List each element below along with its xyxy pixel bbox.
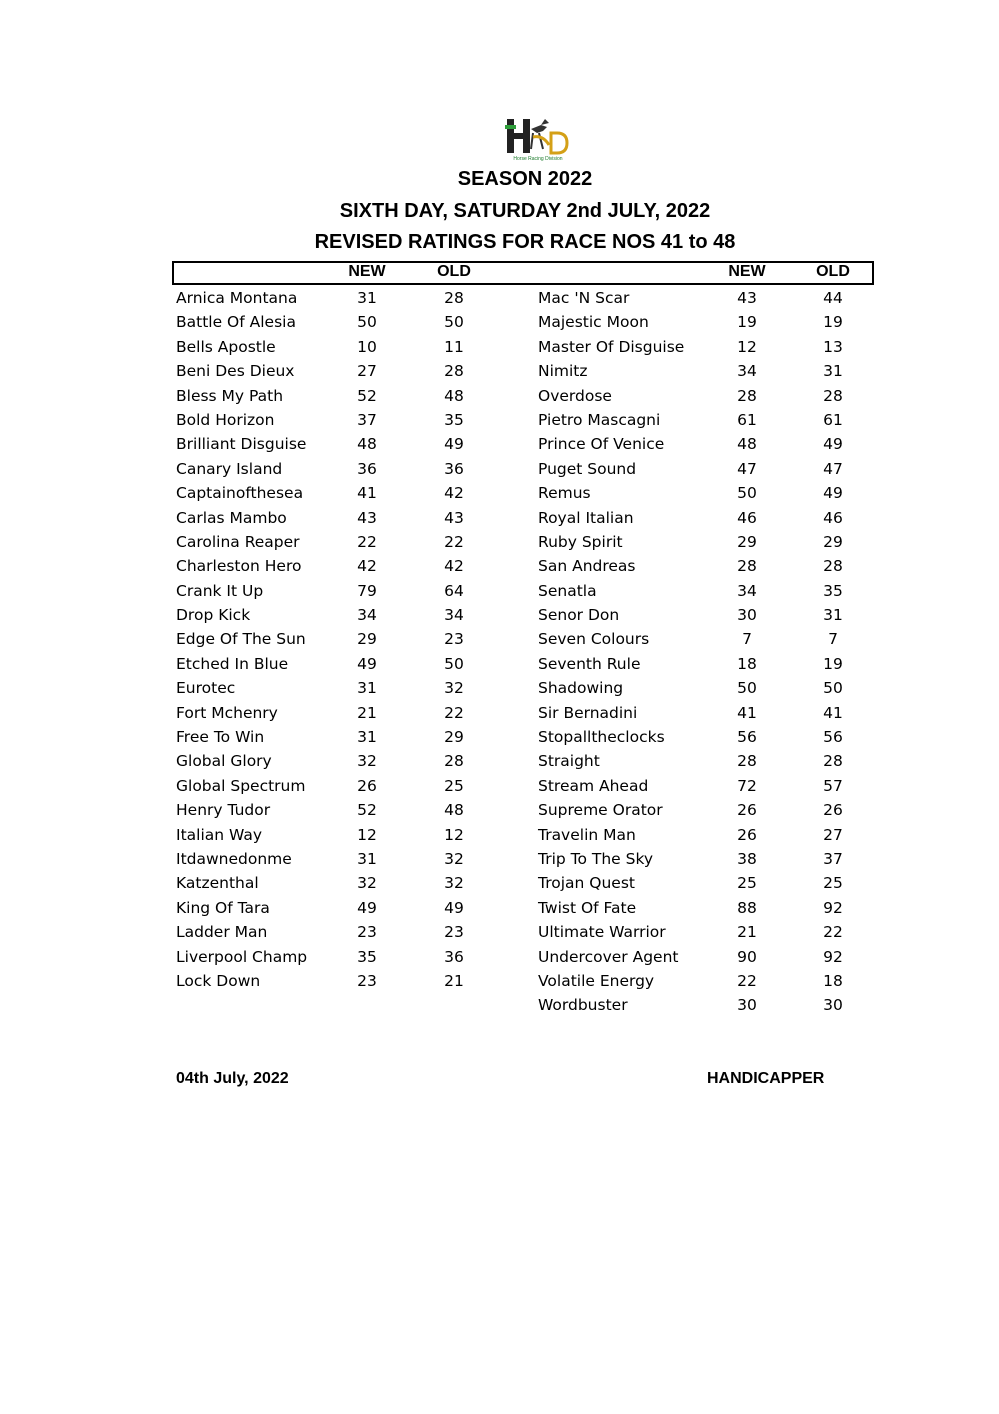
old-rating-right: 50 bbox=[823, 679, 843, 698]
horse-name-right: Twist Of Fate bbox=[538, 898, 637, 917]
old-rating-left: 21 bbox=[444, 971, 464, 990]
table-row bbox=[0, 531, 999, 555]
horse-name-right: Volatile Energy bbox=[538, 971, 655, 990]
new-rating-right: 88 bbox=[737, 898, 757, 917]
new-rating-left: 48 bbox=[357, 435, 377, 454]
horse-name-left: Free To Win bbox=[176, 728, 265, 747]
new-rating-right: 41 bbox=[737, 703, 757, 722]
table-row bbox=[0, 677, 999, 701]
old-rating-left: 32 bbox=[444, 679, 464, 698]
horse-name-left: Bells Apostle bbox=[176, 337, 276, 356]
new-rating-right: 7 bbox=[742, 630, 752, 649]
old-rating-left: 48 bbox=[444, 386, 464, 405]
new-rating-left: 32 bbox=[357, 874, 377, 893]
old-rating-left: 32 bbox=[444, 874, 464, 893]
horse-name-right: Trojan Quest bbox=[538, 874, 635, 893]
old-rating-left: 28 bbox=[444, 289, 464, 307]
table-row bbox=[0, 750, 999, 774]
horse-name-left: Fort Mchenry bbox=[176, 703, 278, 722]
horse-name-left: Italian Way bbox=[176, 825, 263, 844]
old-rating-left: 28 bbox=[444, 362, 464, 381]
horse-name-left: Eurotec bbox=[176, 679, 236, 698]
new-rating-right: 43 bbox=[737, 289, 757, 307]
new-rating-right: 21 bbox=[737, 923, 757, 942]
new-rating-right: 34 bbox=[737, 581, 757, 600]
new-rating-left: 49 bbox=[357, 654, 377, 673]
old-rating-left: 12 bbox=[444, 825, 464, 844]
new-rating-left: 10 bbox=[357, 337, 377, 356]
old-rating-left: 50 bbox=[444, 654, 464, 673]
horse-name-left: Beni Des Dieux bbox=[176, 362, 295, 381]
old-rating-right: 27 bbox=[823, 825, 843, 844]
old-rating-right: 61 bbox=[823, 410, 843, 429]
table-row bbox=[0, 604, 999, 628]
new-rating-right: 28 bbox=[737, 386, 757, 405]
horse-name-left: King Of Tara bbox=[176, 898, 270, 917]
table-row bbox=[0, 726, 999, 750]
new-rating-left: 29 bbox=[357, 630, 377, 649]
new-rating-right: 28 bbox=[737, 752, 757, 771]
new-rating-right: 34 bbox=[737, 362, 757, 381]
old-rating-right: 44 bbox=[823, 289, 843, 307]
horse-name-right: Sir Bernadini bbox=[538, 703, 638, 722]
old-rating-left: 49 bbox=[444, 898, 464, 917]
horse-name-left: Etched In Blue bbox=[176, 654, 289, 673]
day-heading: SIXTH DAY, SATURDAY 2nd JULY, 2022 bbox=[339, 200, 711, 222]
old-rating-right: 26 bbox=[823, 801, 843, 820]
title-heading: REVISED RATINGS FOR RACE NOS 41 to 48 bbox=[314, 231, 736, 253]
new-rating-right: 28 bbox=[737, 557, 757, 576]
old-rating-right: 13 bbox=[823, 337, 843, 356]
old-rating-right: 31 bbox=[823, 362, 843, 381]
old-rating-right: 30 bbox=[823, 996, 843, 1015]
old-rating-left: 36 bbox=[444, 459, 464, 478]
new-rating-left: 79 bbox=[357, 581, 377, 600]
new-rating-right: 25 bbox=[737, 874, 757, 893]
table-row bbox=[0, 458, 999, 482]
new-rating-left: 43 bbox=[357, 508, 377, 527]
horse-name-right: Seventh Rule bbox=[538, 654, 641, 673]
new-rating-right: 19 bbox=[737, 313, 757, 332]
horse-name-left: Henry Tudor bbox=[176, 801, 271, 820]
old-rating-right: 29 bbox=[823, 532, 843, 551]
new-rating-left: 52 bbox=[357, 801, 377, 820]
horse-name-right: Wordbuster bbox=[538, 996, 628, 1015]
table-row bbox=[0, 555, 999, 579]
old-rating-right: 46 bbox=[823, 508, 843, 527]
new-rating-left: 31 bbox=[357, 849, 377, 868]
old-rating-right: 7 bbox=[828, 630, 838, 649]
old-rating-right: 56 bbox=[823, 728, 843, 747]
horse-name-left: Edge Of The Sun bbox=[176, 630, 306, 649]
new-rating-left: 31 bbox=[357, 728, 377, 747]
footer-signatory: HANDICAPPER bbox=[707, 1070, 825, 1087]
table-row bbox=[0, 946, 999, 970]
old-rating-right: 31 bbox=[823, 606, 843, 625]
horse-name-left: Canary Island bbox=[176, 459, 283, 478]
old-rating-right: 28 bbox=[823, 557, 843, 576]
table-row bbox=[0, 994, 999, 1018]
horse-name-left: Bold Horizon bbox=[176, 410, 275, 429]
table-row bbox=[0, 507, 999, 531]
old-rating-left: 28 bbox=[444, 752, 464, 771]
table-row bbox=[0, 897, 999, 921]
horse-name-left: Global Spectrum bbox=[176, 776, 306, 795]
new-rating-left: 22 bbox=[357, 532, 377, 551]
horse-name-right: Ultimate Warrior bbox=[538, 923, 666, 942]
new-rating-right: 46 bbox=[737, 508, 757, 527]
table-row bbox=[0, 385, 999, 409]
old-rating-left: 50 bbox=[444, 313, 464, 332]
old-rating-right: 35 bbox=[823, 581, 843, 600]
old-rating-left: 29 bbox=[444, 728, 464, 747]
table-row bbox=[0, 336, 999, 360]
horse-name-right: Supreme Orator bbox=[538, 801, 663, 820]
horse-name-left: Crank It Up bbox=[176, 581, 264, 600]
new-rating-right: 90 bbox=[737, 947, 757, 966]
old-rating-left: 23 bbox=[444, 923, 464, 942]
new-rating-left: 35 bbox=[357, 947, 377, 966]
new-rating-right: 56 bbox=[737, 728, 757, 747]
horse-name-left: Charleston Hero bbox=[176, 557, 302, 576]
table-row bbox=[0, 287, 999, 311]
new-rating-right: 47 bbox=[737, 459, 757, 478]
horse-name-left: Drop Kick bbox=[176, 606, 251, 625]
horse-name-right: Nimitz bbox=[538, 362, 588, 381]
old-rating-right: 47 bbox=[823, 459, 843, 478]
table-row bbox=[0, 482, 999, 506]
horse-name-right: Remus bbox=[538, 484, 591, 503]
table-row bbox=[0, 824, 999, 848]
table-row bbox=[0, 360, 999, 384]
horse-name-right: Seven Colours bbox=[538, 630, 650, 649]
horse-name-right: Pietro Mascagni bbox=[538, 410, 661, 429]
horse-name-right: Straight bbox=[538, 752, 600, 771]
old-rating-right: 92 bbox=[823, 947, 843, 966]
new-rating-right: 22 bbox=[737, 971, 757, 990]
new-rating-right: 72 bbox=[737, 776, 757, 795]
old-rating-left: 42 bbox=[444, 557, 464, 576]
col-old-left: OLD bbox=[437, 263, 471, 280]
new-rating-right: 26 bbox=[737, 801, 757, 820]
old-rating-left: 49 bbox=[444, 435, 464, 454]
horse-name-right: Travelin Man bbox=[538, 825, 636, 844]
table-row bbox=[0, 433, 999, 457]
old-rating-right: 57 bbox=[823, 776, 843, 795]
horse-name-left: Global Glory bbox=[176, 752, 272, 771]
horse-name-right: Senor Don bbox=[538, 606, 620, 625]
old-rating-right: 18 bbox=[823, 971, 843, 990]
new-rating-left: 41 bbox=[357, 484, 377, 503]
new-rating-left: 36 bbox=[357, 459, 377, 478]
new-rating-left: 37 bbox=[357, 410, 377, 429]
horse-name-left: Battle Of Alesia bbox=[176, 313, 296, 332]
old-rating-left: 35 bbox=[444, 410, 464, 429]
new-rating-right: 18 bbox=[737, 654, 757, 673]
col-new-left: NEW bbox=[348, 263, 386, 280]
horse-name-right: Overdose bbox=[538, 386, 612, 405]
ratings-table bbox=[0, 287, 999, 1019]
new-rating-right: 48 bbox=[737, 435, 757, 454]
horse-name-right: Ruby Spirit bbox=[538, 532, 623, 551]
horse-name-right: Majestic Moon bbox=[538, 313, 649, 332]
horse-name-left: Brilliant Disguise bbox=[176, 435, 307, 454]
old-rating-right: 22 bbox=[823, 923, 843, 942]
horse-name-left: Liverpool Champ bbox=[176, 947, 308, 966]
horse-name-right: San Andreas bbox=[538, 557, 636, 576]
new-rating-left: 12 bbox=[357, 825, 377, 844]
horse-name-right: Master Of Disguise bbox=[538, 337, 685, 356]
horse-name-left: Captainofthesea bbox=[176, 484, 304, 503]
horse-name-right: Senatla bbox=[538, 581, 597, 600]
table-row bbox=[0, 580, 999, 604]
old-rating-right: 28 bbox=[823, 386, 843, 405]
old-rating-left: 34 bbox=[444, 606, 464, 625]
horse-name-right: Shadowing bbox=[538, 679, 624, 698]
old-rating-right: 49 bbox=[823, 484, 843, 503]
old-rating-left: 32 bbox=[444, 849, 464, 868]
new-rating-right: 30 bbox=[737, 606, 757, 625]
horse-name-left: Katzenthal bbox=[176, 874, 259, 893]
new-rating-right: 61 bbox=[737, 410, 757, 429]
horse-name-left: Carlas Mambo bbox=[176, 508, 287, 527]
col-old-right: OLD bbox=[816, 263, 850, 280]
new-rating-left: 31 bbox=[357, 679, 377, 698]
old-rating-left: 11 bbox=[444, 337, 464, 356]
table-row bbox=[0, 409, 999, 433]
new-rating-left: 50 bbox=[357, 313, 377, 332]
horse-name-right: Prince Of Venice bbox=[538, 435, 665, 454]
old-rating-left: 48 bbox=[444, 801, 464, 820]
new-rating-left: 27 bbox=[357, 362, 377, 381]
table-row bbox=[0, 653, 999, 677]
table-row bbox=[0, 311, 999, 335]
horse-name-right: Mac 'N Scar bbox=[538, 289, 630, 307]
horse-name-right: Stream Ahead bbox=[538, 776, 649, 795]
old-rating-right: 19 bbox=[823, 654, 843, 673]
table-row bbox=[0, 775, 999, 799]
old-rating-right: 28 bbox=[823, 752, 843, 771]
old-rating-right: 25 bbox=[823, 874, 843, 893]
horse-name-right: Undercover Agent bbox=[538, 947, 679, 966]
horse-name-right: Trip To The Sky bbox=[538, 849, 654, 868]
table-row bbox=[0, 872, 999, 896]
new-rating-left: 26 bbox=[357, 776, 377, 795]
horse-name-left: Itdawnedonme bbox=[176, 849, 292, 868]
col-new-right: NEW bbox=[728, 263, 766, 280]
table-row bbox=[0, 628, 999, 652]
table-row bbox=[0, 702, 999, 726]
old-rating-left: 23 bbox=[444, 630, 464, 649]
new-rating-left: 52 bbox=[357, 386, 377, 405]
new-rating-left: 31 bbox=[357, 289, 377, 307]
new-rating-left: 32 bbox=[357, 752, 377, 771]
new-rating-left: 42 bbox=[357, 557, 377, 576]
horse-name-right: Stopalltheclocks bbox=[538, 728, 665, 747]
old-rating-right: 37 bbox=[823, 849, 843, 868]
new-rating-right: 26 bbox=[737, 825, 757, 844]
new-rating-right: 38 bbox=[737, 849, 757, 868]
new-rating-right: 12 bbox=[737, 337, 757, 356]
horse-name-left: Lock Down bbox=[176, 971, 261, 990]
footer-date: 04th July, 2022 bbox=[176, 1070, 289, 1087]
old-rating-right: 41 bbox=[823, 703, 843, 722]
old-rating-left: 25 bbox=[444, 776, 464, 795]
table-row bbox=[0, 921, 999, 945]
old-rating-left: 64 bbox=[444, 581, 464, 600]
horse-name-left: Bless My Path bbox=[176, 386, 284, 405]
new-rating-right: 29 bbox=[737, 532, 757, 551]
new-rating-right: 50 bbox=[737, 679, 757, 698]
old-rating-left: 22 bbox=[444, 703, 464, 722]
old-rating-right: 49 bbox=[823, 435, 843, 454]
season-heading: SEASON 2022 bbox=[457, 168, 593, 190]
old-rating-right: 19 bbox=[823, 313, 843, 332]
horse-name-right: Royal Italian bbox=[538, 508, 634, 527]
horse-name-left: Arnica Montana bbox=[176, 289, 298, 307]
horse-name-right: Puget Sound bbox=[538, 459, 637, 478]
logo-caption: Horse Racing Division bbox=[513, 156, 563, 162]
old-rating-left: 36 bbox=[444, 947, 464, 966]
new-rating-left: 49 bbox=[357, 898, 377, 917]
new-rating-left: 34 bbox=[357, 606, 377, 625]
table-row bbox=[0, 848, 999, 872]
horse-name-left: Carolina Reaper bbox=[176, 532, 300, 551]
new-rating-left: 23 bbox=[357, 923, 377, 942]
new-rating-right: 50 bbox=[737, 484, 757, 503]
new-rating-left: 21 bbox=[357, 703, 377, 722]
old-rating-left: 42 bbox=[444, 484, 464, 503]
new-rating-right: 30 bbox=[737, 996, 757, 1015]
table-row bbox=[0, 970, 999, 994]
horse-name-left: Ladder Man bbox=[176, 923, 268, 942]
old-rating-right: 92 bbox=[823, 898, 843, 917]
old-rating-left: 22 bbox=[444, 532, 464, 551]
old-rating-left: 43 bbox=[444, 508, 464, 527]
table-row bbox=[0, 799, 999, 823]
new-rating-left: 23 bbox=[357, 971, 377, 990]
